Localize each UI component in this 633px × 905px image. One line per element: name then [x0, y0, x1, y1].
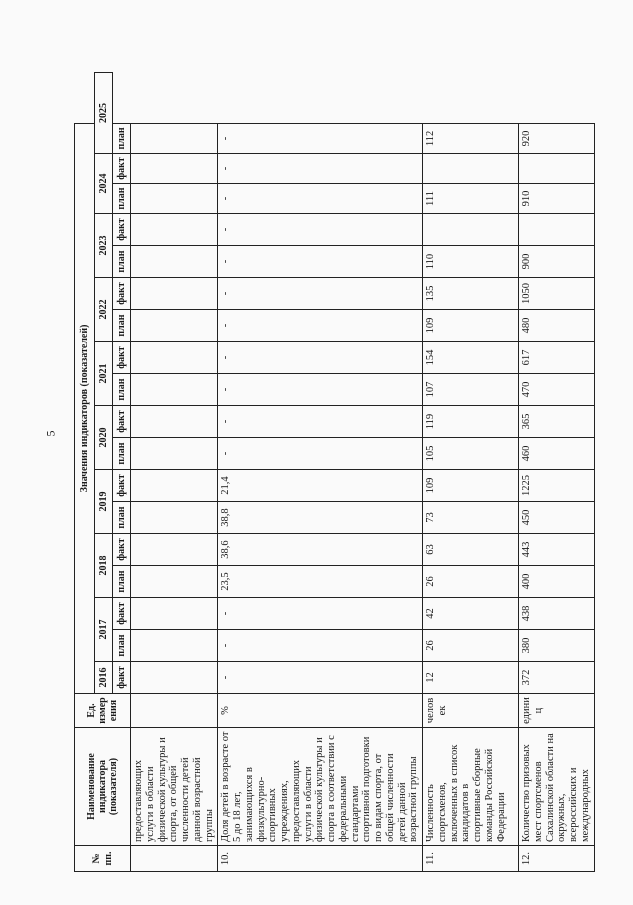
row-no: 10. — [218, 846, 423, 872]
value-cell: - — [218, 246, 423, 278]
value-cell: 365 — [519, 406, 595, 438]
value-cell: - — [218, 438, 423, 470]
value-cell: 12 — [423, 662, 519, 694]
row-unit — [131, 694, 218, 728]
value-cell — [131, 310, 218, 342]
year-2025: 2025 — [95, 73, 113, 154]
header-name: Наименование индикатора (показателя) — [75, 728, 131, 846]
year-2020: 2020 — [95, 406, 113, 470]
value-cell: - — [218, 342, 423, 374]
table-row — [519, 73, 595, 872]
value-cell — [131, 630, 218, 662]
value-cell — [131, 406, 218, 438]
year-2018: 2018 — [95, 534, 113, 598]
value-cell: 63 — [423, 534, 519, 566]
year-2023: 2023 — [95, 214, 113, 278]
table-row — [423, 73, 519, 872]
value-cell: 1225 — [519, 470, 595, 502]
value-cell: - — [218, 374, 423, 406]
rotated-document — [74, 72, 591, 872]
value-cell — [131, 566, 218, 598]
header-no: № пп. — [75, 846, 131, 872]
value-cell — [131, 184, 218, 214]
value-cell — [131, 502, 218, 534]
sub-2017-plan: план — [113, 630, 131, 662]
sub-2016-fact: факт — [113, 662, 131, 694]
header-values-group: Значения индикаторов (показателей) — [75, 123, 95, 693]
sub-2017-fact: факт — [113, 598, 131, 630]
sub-2020-fact: факт — [113, 406, 131, 438]
row-name: Доля детей в возрасте от 5 до 18 лет, занимающихся в физкультурно-спортивных учреждениях, предоставляющих услуги в области физической культуры и спорта в соответствии с федеральными стандартами спортивной подготовки по видам спорта, от общей численности детей данной возрастной группы — [218, 728, 423, 846]
value-cell: 617 — [519, 342, 595, 374]
sub-2018-fact: факт — [113, 534, 131, 566]
year-2022: 2022 — [95, 278, 113, 342]
value-cell — [131, 246, 218, 278]
sub-2025-plan: план — [113, 123, 131, 153]
table-row — [131, 73, 218, 872]
value-cell: - — [218, 123, 423, 153]
row-name: Количество призовых мест спортсменов Сахалинской области на окружных, всероссийских и международных — [519, 728, 595, 846]
value-cell — [423, 214, 519, 246]
year-2021: 2021 — [95, 342, 113, 406]
value-cell — [423, 154, 519, 184]
year-2019: 2019 — [95, 470, 113, 534]
value-cell: 154 — [423, 342, 519, 374]
value-cell: 372 — [519, 662, 595, 694]
sub-2023-plan: план — [113, 246, 131, 278]
value-cell: 105 — [423, 438, 519, 470]
sub-2024-plan: план — [113, 184, 131, 214]
value-cell: 450 — [519, 502, 595, 534]
value-cell: - — [218, 310, 423, 342]
value-cell: 38,8 — [218, 502, 423, 534]
sub-2018-plan: план — [113, 566, 131, 598]
row-name: Численность спортсменов, включенных в список кандидатов в спортивные сборные команды Российской Федерации — [423, 728, 519, 846]
table-row — [218, 73, 423, 872]
indicators-table — [74, 72, 595, 872]
row-no — [131, 846, 218, 872]
value-cell: - — [218, 662, 423, 694]
value-cell: - — [218, 184, 423, 214]
value-cell: 470 — [519, 374, 595, 406]
value-cell: 111 — [423, 184, 519, 214]
year-2016: 2016 — [95, 662, 113, 694]
value-cell: 460 — [519, 438, 595, 470]
value-cell: 380 — [519, 630, 595, 662]
value-cell: 119 — [423, 406, 519, 438]
value-cell: - — [218, 630, 423, 662]
value-cell — [131, 342, 218, 374]
value-cell — [131, 598, 218, 630]
value-cell: 135 — [423, 278, 519, 310]
row-unit: челов ек — [423, 694, 519, 728]
value-cell: 109 — [423, 310, 519, 342]
value-cell: 112 — [423, 123, 519, 153]
row-no: 12. — [519, 846, 595, 872]
value-cell: 73 — [423, 502, 519, 534]
row-unit: % — [218, 694, 423, 728]
value-cell: 920 — [519, 123, 595, 153]
sub-2019-fact: факт — [113, 470, 131, 502]
value-cell — [131, 214, 218, 246]
sub-2022-fact: факт — [113, 278, 131, 310]
value-cell: 438 — [519, 598, 595, 630]
value-cell: 42 — [423, 598, 519, 630]
sub-2022-plan: план — [113, 310, 131, 342]
header-unit: Ед. измер ения — [75, 694, 131, 728]
year-2024: 2024 — [95, 154, 113, 214]
row-unit: едини ц — [519, 694, 595, 728]
value-cell: - — [218, 406, 423, 438]
value-cell: 107 — [423, 374, 519, 406]
value-cell: 443 — [519, 534, 595, 566]
value-cell — [131, 534, 218, 566]
value-cell: 110 — [423, 246, 519, 278]
value-cell: 480 — [519, 310, 595, 342]
value-cell — [131, 374, 218, 406]
value-cell: 900 — [519, 246, 595, 278]
sub-2024-fact: факт — [113, 154, 131, 184]
value-cell: - — [218, 214, 423, 246]
value-cell: 26 — [423, 630, 519, 662]
value-cell: 38,6 — [218, 534, 423, 566]
value-cell: 910 — [519, 184, 595, 214]
value-cell — [519, 154, 595, 184]
value-cell — [131, 278, 218, 310]
value-cell: 1050 — [519, 278, 595, 310]
page-number: 5 — [43, 430, 58, 437]
sub-2021-plan: план — [113, 374, 131, 406]
value-cell: - — [218, 278, 423, 310]
value-cell: 26 — [423, 566, 519, 598]
value-cell: 400 — [519, 566, 595, 598]
row-name: предоставляющих услуги в области физической культуры и спорта, от общей численности детей данной возрастной группы — [131, 728, 218, 846]
value-cell — [131, 470, 218, 502]
row-no: 11. — [423, 846, 519, 872]
value-cell: 23,5 — [218, 566, 423, 598]
value-cell — [519, 214, 595, 246]
value-cell — [131, 123, 218, 153]
sub-2019-plan: план — [113, 502, 131, 534]
value-cell — [131, 154, 218, 184]
value-cell: - — [218, 154, 423, 184]
sub-2023-fact: факт — [113, 214, 131, 246]
sub-2020-plan: план — [113, 438, 131, 470]
value-cell: - — [218, 598, 423, 630]
sub-2021-fact: факт — [113, 342, 131, 374]
value-cell — [131, 438, 218, 470]
value-cell — [131, 662, 218, 694]
value-cell: 21,4 — [218, 470, 423, 502]
year-2017: 2017 — [95, 598, 113, 662]
value-cell: 109 — [423, 470, 519, 502]
